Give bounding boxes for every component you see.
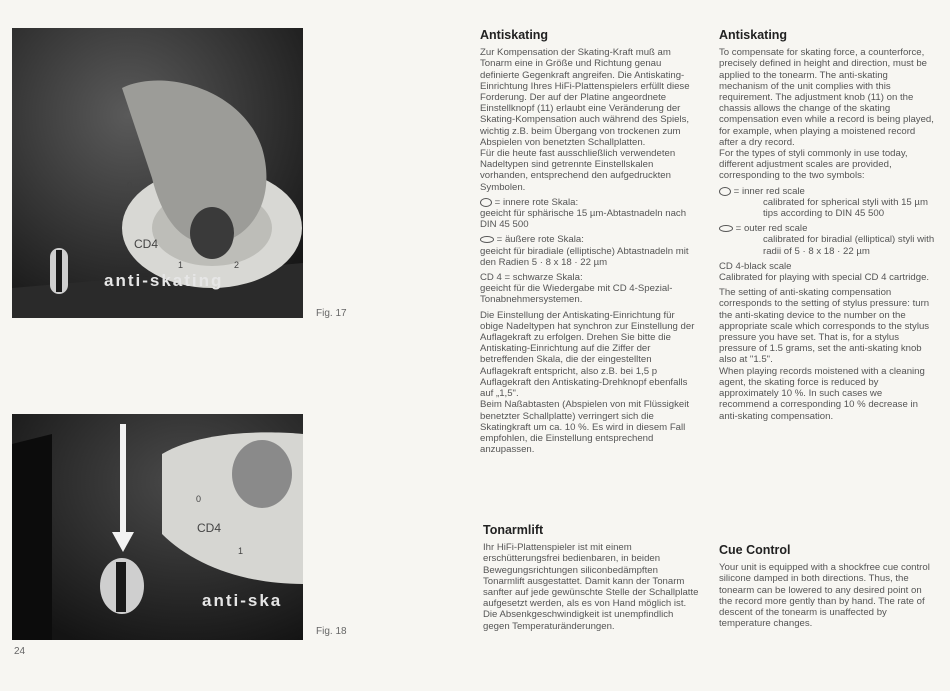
fig17-dial-mark: 1: [178, 260, 184, 270]
german-outer-label: = äußere rote Skala:: [496, 234, 584, 246]
english-cue-control-section: [719, 545, 935, 629]
german-antiskating-p4: Beim Naßabtasten (Abspielen von mit Flüssigkeit benetzter Schallplatte) verringert sich die Skatingkraft um ca. 10 %. Es wird in diesem Fall empfohlen, die Einstellung entsprechend anzupassen.: [480, 399, 690, 456]
english-cue-control-p1: Your unit is equipped with a shockfree cue control silicone damped in both directions. Thus, the tonearm can be lowered to any desired point on the record more gently than by hand. The rate of descent of the tonearm is unaffected by temperature changes.: [719, 562, 930, 630]
english-inner-label: = inner red scale: [733, 185, 805, 197]
inner-scale-icon: [719, 187, 731, 196]
german-tonarmlift-heading: Tonarmlift: [483, 523, 544, 537]
german-tonarmlift-section: [483, 525, 699, 632]
figure-18-caption: Fig. 18: [316, 626, 347, 637]
fig17-dial-mark: 0: [127, 180, 133, 190]
english-antiskating-section: [719, 30, 935, 422]
english-outer-label: = outer red scale: [735, 223, 808, 235]
page-number: 24: [14, 646, 26, 657]
english-cue-control-heading: Cue Control: [719, 543, 791, 557]
inner-scale-icon: [480, 198, 492, 207]
fig18-panel-label: anti-ska: [202, 591, 283, 610]
english-cd4-label: CD 4-black scale: [719, 260, 792, 272]
outer-scale-icon: [480, 236, 494, 243]
english-antiskating-p3: The setting of anti-skating compensation corresponds to the setting of stylus pressure: turn the anti-skating device to the number on the appropriate scale which corresponds to the stylus pressure you have set. That is, for a stylus pressure of 1.5 grams, set the anti-skating knob also at "1.5".: [719, 287, 930, 366]
figure-17-caption: Fig. 17: [316, 308, 347, 319]
german-antiskating-heading: Antiskating: [480, 28, 549, 42]
german-cd4-text: geeicht für die Wiedergabe mit CD 4-Spezial-Tonabnehmersystemen.: [480, 283, 673, 306]
german-inner-text: geeicht für sphärische 15 µm-Abtastnadeln nach DIN 45 500: [480, 208, 687, 231]
fig18-dial-mark: 0: [196, 494, 202, 504]
german-antiskating-p2: Für die heute fast ausschließlich verwendeten Nadeltypen sind getrennte Einstellskalen vorhanden, entsprechend den aufgedruckten Symbolen.: [480, 148, 676, 193]
german-inner-label: = innere rote Skala:: [494, 196, 579, 208]
english-cd4-text: Calibrated for playing with special CD 4 cartridge.: [719, 272, 930, 284]
english-antiskating-p4: When playing records moistened with a cleaning agent, the skating force is reduced by approximately 10 %. In such cases we recommend a corresponding 10 % decrease in anti-skating compensation.: [719, 365, 925, 422]
german-antiskating-p1: Zur Kompensation der Skating-Kraft muß am Tonarm eine in Größe und Richtung genau definierte Gegenkraft angreifen. Die Antiskating-Einrichtung Ihres HiFi-Plattenspielers erfüllt diese Forderung. Der auf der Platine angeordnete Einstellknopf (11) erlaubt eine Veränderung der Skating-Kompensation auch während des Spiels, wichtig z.B. beim Übergang von trockenen zum Abspielen von benetzten Schallplatten.: [480, 47, 690, 148]
fig17-dial-mark: 2: [234, 260, 240, 270]
figure-18-photo: [12, 414, 303, 640]
fig18-dial-label: CD4: [197, 521, 222, 535]
german-tonarmlift-p1: Ihr HiFi-Plattenspieler ist mit einem erschütterungsfrei bedienbaren, in beiden Bewegungsrichtungen siliconbedämpften Tonarmlift ausgestattet. Damit kann der Tonarm sanfter auf jede gewünschte Stelle der Schallplatte aufgesetzt werden, als es von Hand möglich ist. Die Absenkgeschwindigkeit ist unempfindlich gegen Temperaturänderungen.: [483, 542, 699, 632]
english-inner-text: calibrated for spherical styli with 15 µm tips according to DIN 45 500: [763, 196, 928, 220]
fig17-dial-label: CD4: [134, 237, 159, 251]
english-antiskating-p1: To compensate for skating force, a counterforce, precisely defined in height and direction, must be applied to the tonearm. The anti-skating mechanism of the unit complies with this requirement. The adjustment knob (11) on the chassis allows the change of the skating compensation even while a record is being played, for example, when playing a moistened record after a dry record.: [719, 47, 934, 148]
german-antiskating-p3: Die Einstellung der Antiskating-Einrichtung für obige Nadeltypen hat synchron zur Einstellung der Auflagekraft zu erfolgen. Drehen Sie bitte die Antiskating-Einrichtung auf die Ziffer der betreffenden Skala, die der eingestellten Auflagekraft entspricht, also z.B. bei 1,5 p Auflagekraft den Antiskating-Drehknopf ebenfalls auf „1,5".: [480, 309, 695, 400]
german-outer-text: geeicht für biradiale (elliptische) Abtastnadeln mit den Radien 5 · 8 x 18 · 22 µm: [480, 245, 689, 268]
english-antiskating-p2: For the types of styli commonly in use today, different adjustment scales are provided, corresponding to the two symbols:: [719, 148, 908, 182]
fig17-panel-label: anti-skating: [104, 271, 224, 290]
english-antiskating-heading: Antiskating: [719, 28, 788, 42]
outer-scale-icon: [719, 225, 733, 232]
figure-17-photo: [12, 28, 303, 318]
english-outer-text: calibrated for biradial (elliptical) styli with radii of 5 · 8 x 18 · 22 µm: [763, 234, 935, 257]
german-cd4-label: CD 4 = schwarze Skala:: [480, 272, 583, 284]
fig18-dial-mark: 1: [238, 546, 244, 556]
german-antiskating-section: [480, 30, 698, 455]
